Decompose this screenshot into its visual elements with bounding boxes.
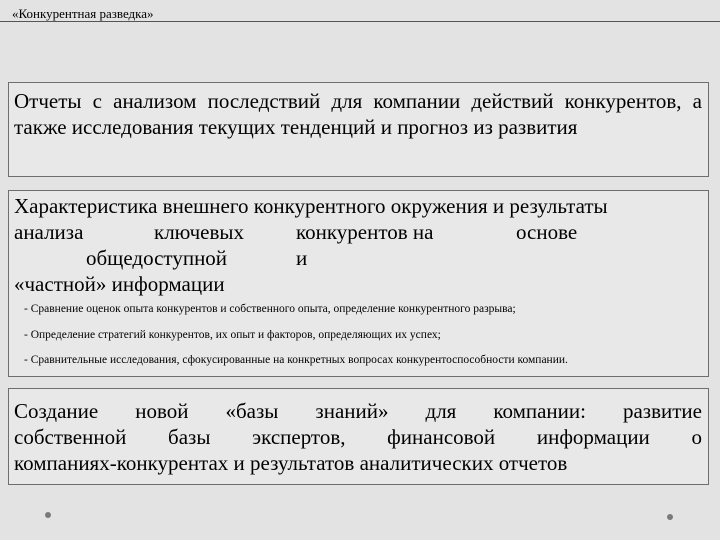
knowledge-base-line: собственной базы экспертов, финансовой информации о (14, 425, 702, 449)
bullet-item: - Сравнительные исследования, сфокусированные на конкретных вопросах конкурентоспособности компании. (24, 354, 568, 366)
bullet-item: - Сравнение оценок опыта конкурентов и собственного опыта, определение конкурентного разрыва; (24, 303, 516, 315)
decorative-dot (45, 512, 51, 518)
characteristics-word: и (296, 246, 308, 270)
characteristics-word: общедоступной (86, 246, 228, 270)
decorative-dot (667, 514, 673, 520)
reports-line: конкурентов, а также исследования текущих тенденций и прогноз (14, 89, 702, 139)
reports-line: из развития (473, 115, 578, 139)
characteristics-word: конкурентов на (296, 220, 434, 244)
reports-text (14, 88, 702, 140)
title-divider (0, 21, 720, 22)
characteristics-line (14, 245, 704, 271)
reports-line: Отчеты с анализом последствий для компании действий (14, 89, 554, 113)
slide-title: «Конкурентная разведка» (12, 6, 154, 21)
knowledge-base-text (14, 398, 702, 476)
characteristics-word: анализа (14, 220, 84, 244)
bullet-item: - Определение стратегий конкурентов, их опыт и факторов, определяющих их успех; (24, 329, 441, 341)
characteristics-text (14, 193, 704, 297)
characteristics-word: основе (516, 220, 578, 244)
characteristics-line (14, 219, 704, 245)
characteristics-line: «частной» информации (14, 272, 225, 296)
characteristics-word: ключевых (154, 220, 244, 244)
knowledge-base-line: компаниях-конкурентах и результатов аналитических отчетов (14, 451, 568, 475)
characteristics-line: Характеристика внешнего конкурентного окружения и результаты (14, 194, 608, 218)
knowledge-base-line: Создание новой «базы знаний» для компании: развитие (14, 399, 702, 423)
